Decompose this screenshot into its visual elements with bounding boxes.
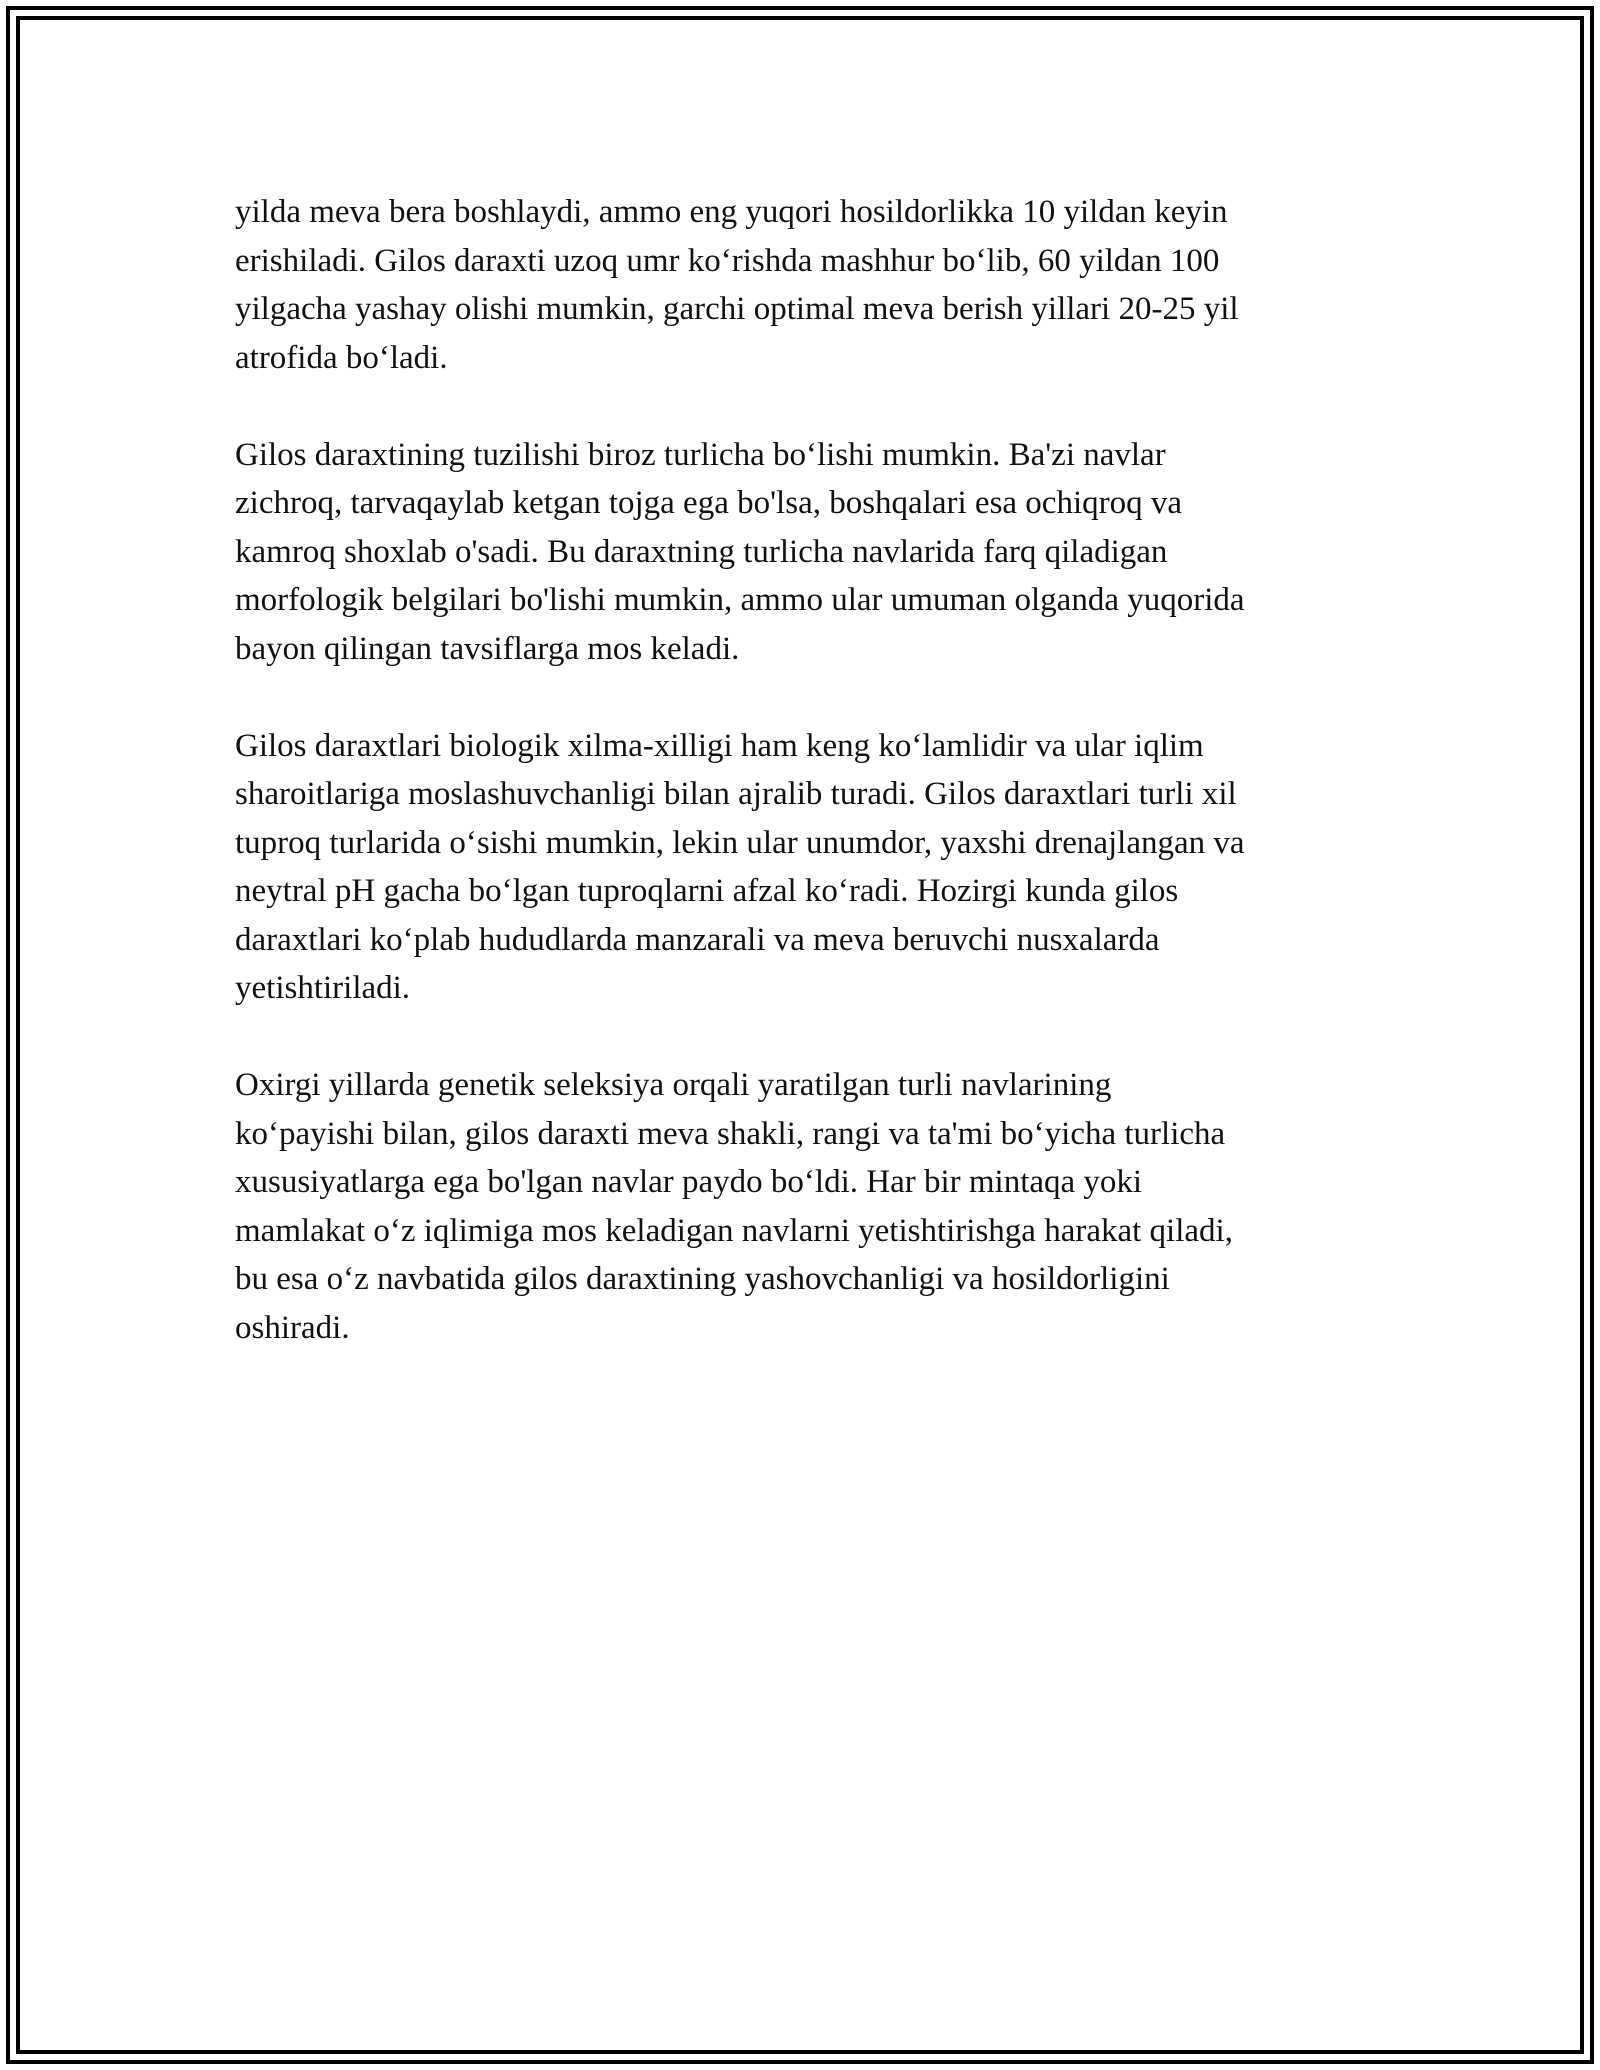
text-line: oshiradi.: [235, 1309, 350, 1346]
text-line: yetishtiriladi.: [235, 970, 411, 1006]
text-line: xususiyatlarga ega bo'lgan navlar paydo boʻldi. Har bir mintaqa yoki: [235, 1164, 1143, 1200]
text-line: bayon qilingan tavsiflarga mos keladi.: [235, 630, 740, 667]
text-line: yilgacha yashay olishi mumkin, garchi optimal meva berish yillari 20-25 yil: [235, 291, 1239, 327]
text-line: mamlakat oʻz iqlimiga mos keladigan navlarni yetishtirishga harakat qiladi,: [235, 1212, 1233, 1249]
text-line: kamroq shoxlab o'sadi. Bu daraxtning turlicha navlarida farq qiladigan: [235, 533, 1168, 570]
text-line: daraxtlari koʻplab hududlarda manzarali va meva beruvchi nusxalarda: [235, 921, 1160, 958]
paragraph-1: [235, 188, 1365, 382]
text-line: Gilos daraxtlari biologik xilma-xilligi ham keng koʻlamlidir va ular iqlim: [235, 727, 1204, 764]
text-line: zichroq, tarvaqaylab ketgan tojga ega bo'lsa, boshqalari esa ochiqroq va: [235, 485, 1183, 521]
paragraph-4: [235, 1061, 1365, 1352]
text-line: sharoitlariga moslashuvchanligi bilan ajralib turadi. Gilos daraxtlari turli xil: [235, 776, 1237, 812]
text-line: neytral pH gacha boʻlgan tuproqlarni afzal koʻradi. Hozirgi kunda gilos: [235, 873, 1179, 909]
text-line: atrofida boʻladi.: [235, 339, 448, 376]
text-line: yilda meva bera boshlaydi, ammo eng yuqori hosildorlikka 10 yildan keyin: [235, 194, 1228, 230]
text-line: koʻpayishi bilan, gilos daraxti meva shakli, rangi va ta'mi boʻyicha turlicha: [235, 1115, 1226, 1152]
document-body: [235, 188, 1365, 1401]
text-line: Oxirgi yillarda genetik seleksiya orqali yaratilgan turli navlarining: [235, 1067, 1112, 1103]
text-line: erishiladi. Gilos daraxti uzoq umr koʻrishda mashhur boʻlib, 60 yildan 100: [235, 242, 1220, 279]
paragraph-3: [235, 722, 1365, 1013]
text-line: morfologik belgilari bo'lishi mumkin, ammo ular umuman olganda yuqorida: [235, 582, 1245, 618]
text-line: tuproq turlarida oʻsishi mumkin, lekin ular unumdor, yaxshi drenajlangan va: [235, 824, 1245, 861]
paragraph-2: [235, 431, 1365, 674]
text-line: bu esa oʻz navbatida gilos daraxtining yashovchanligi va hosildorligini: [235, 1261, 1170, 1297]
text-line: Gilos daraxtining tuzilishi biroz turlicha boʻlishi mumkin. Ba'zi navlar: [235, 436, 1166, 473]
